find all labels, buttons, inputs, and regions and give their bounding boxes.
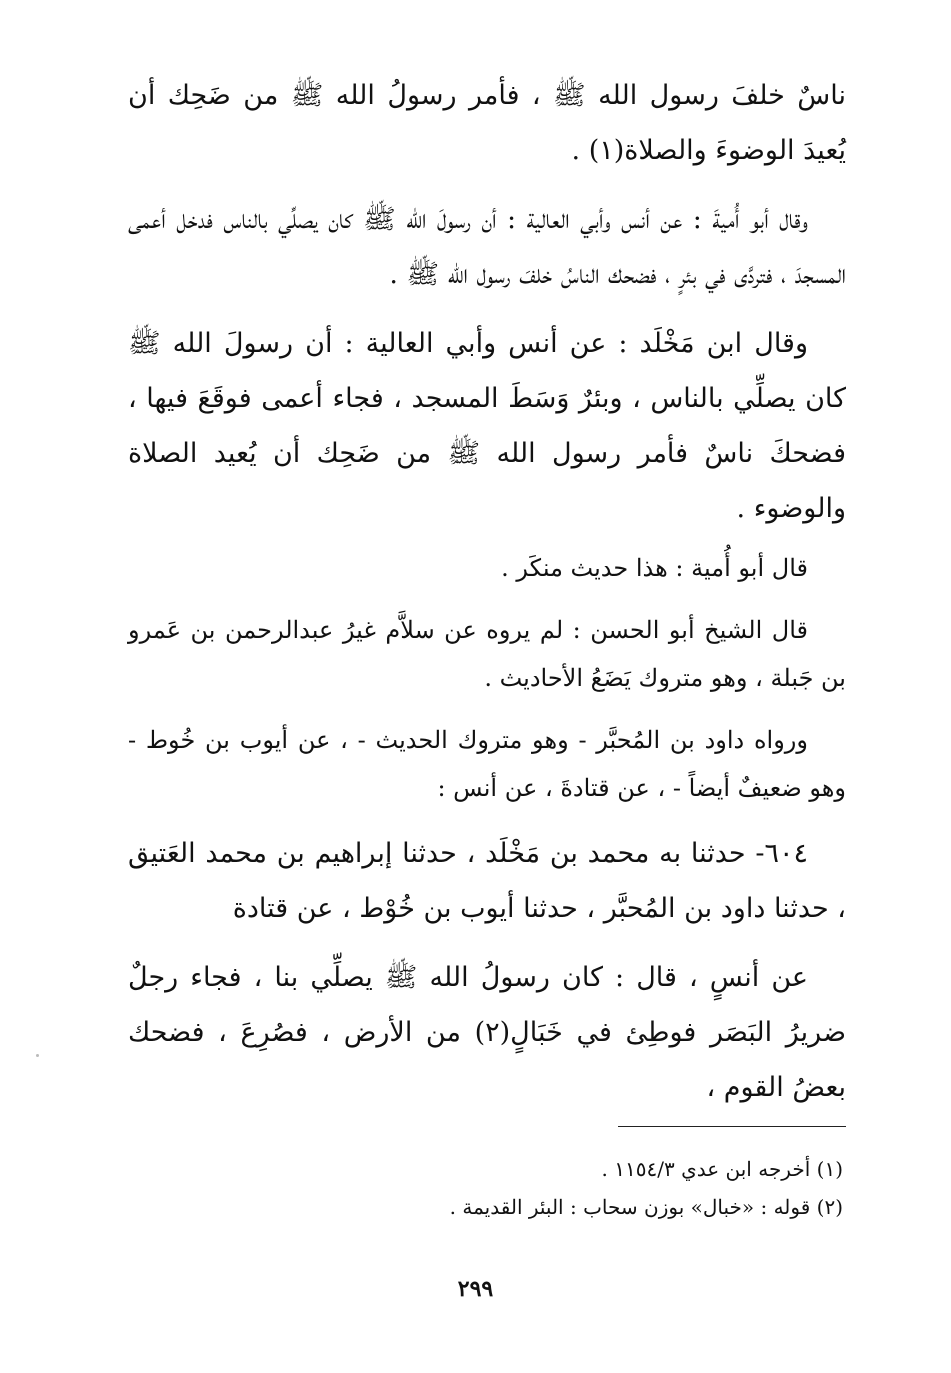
footnote-2: (٢) قوله : «خبال» بوزن سحاب : البئر القديمة . <box>449 1195 843 1219</box>
footnote-separator <box>618 1126 846 1127</box>
scan-mark <box>36 1054 39 1057</box>
paragraph-6: ورواه داود بن المُحبَّر - وهو متروك الحديث - ، عن أيوب بن خُوط - وهو ضعيفٌ أيضاً - ، عن قتادةَ ، عن أنس : <box>128 726 846 802</box>
paragraph-3: وقال ابن مَخْلَد : عن أنس وأبي العالية : أن رسولَ الله ﷺ كان يصلِّي بالناس ، وبئرٌ وَسَطَ المسجد ، فجاء أعمى فوقَعَ فيها ، فضحكَ ناسٌ فأمر رسول الله ﷺ من ضَحِك أن يُعيد الصلاة والوضوء . <box>128 328 846 524</box>
paragraph-2: وقال أبو أُميةَ : عن أنس وأبي العالية : أن رسولَ الله ﷺ كان يصلِّي بالناس فدخل أعمى المسجدَ ، فتردَّى في بئرٍ ، فضحك الناسُ خلفَ رسول الله ﷺ . <box>128 204 846 290</box>
paragraph-1: ناسٌ خلفَ رسول الله ﷺ ، فأمر رسولُ الله ﷺ من ضَحِك أن يُعيدَ الوضوءَ والصلاة(١) . <box>128 80 846 166</box>
hadith-604-matn: عن أنسٍ ، قال : كان رسولُ الله ﷺ يصلِّي بنا ، فجاء رجلٌ ضريرُ البَصَر فوطِئ في خَبَالٍ(٢) من الأرض ، فصُرِعَ ، فضحك بعضُ القوم ، <box>128 962 846 1103</box>
page-number: ٢٩٩ <box>457 1276 494 1302</box>
paragraph-5: قال الشيخ أبو الحسن : لم يروه عن سلاَّم غيرُ عبدالرحمن بن عَمرو بن جَبلة ، وهو متروك يَضَعُ الأحاديث . <box>128 616 846 692</box>
footnote-1: (١) أخرجه ابن عدي ١١٥٤/٣ . <box>601 1157 843 1181</box>
paragraph-4: قال أبو أُمية : هذا حديث منكَر . <box>501 554 808 582</box>
footnotes <box>128 1150 843 1226</box>
hadith-604-isnad: ٦٠٤- حدثنا به محمد بن مَخْلَد ، حدثنا إبراهيم بن محمد العَتيق ، حدثنا داود بن المُحبَّر ، حدثنا أيوب بن خُوْط ، عن قتادة <box>128 838 846 924</box>
main-text <box>128 68 846 1115</box>
